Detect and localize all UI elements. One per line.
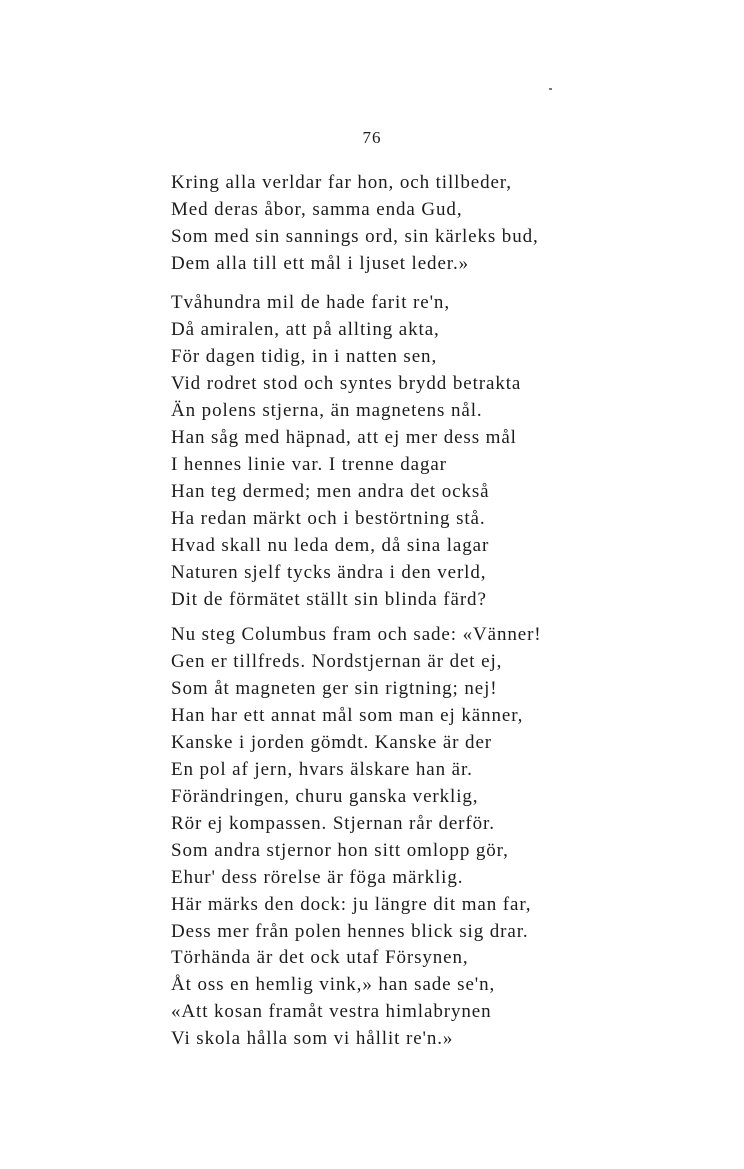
verse-line: Dem alla till ett mål i ljuset leder.» — [171, 253, 470, 274]
verse-line: Ha redan märkt och i bestörtning stå. — [171, 508, 486, 529]
stanza-1 — [171, 169, 591, 277]
verse-line: Här märks den dock: ju längre dit man far, — [171, 894, 532, 915]
verse-line: Kring alla verldar far hon, och tillbeder, — [171, 172, 512, 193]
verse-line: Kanske i jorden gömdt. Kanske är der — [171, 732, 493, 753]
stanza-4 — [171, 944, 591, 1052]
verse-line: Åt oss en hemlig vink,» han sade se'n, — [171, 974, 496, 995]
verse-line: Gen er tillfreds. Nordstjernan är det ej, — [171, 651, 503, 672]
verse-line: En pol af jern, hvars älskare han är. — [171, 759, 473, 780]
verse-line: Som andra stjernor hon sitt omlopp gör, — [171, 840, 509, 861]
verse-line: I hennes linie var. I trenne dagar — [171, 454, 447, 475]
verse-line: För dagen tidig, in i natten sen, — [171, 346, 438, 367]
verse-line: Naturen sjelf tycks ändra i den verld, — [171, 562, 487, 583]
verse-line: Hvad skall nu leda dem, då sina lagar — [171, 535, 490, 556]
verse-line: Han teg dermed; men andra det också — [171, 481, 490, 502]
verse-line: Vid rodret stod och syntes brydd betrakta — [171, 373, 522, 394]
verse-line: Med deras åbor, samma enda Gud, — [171, 199, 463, 220]
verse-line: Han såg med häpnad, att ej mer dess mål — [171, 427, 517, 448]
page-number: 76 — [362, 128, 382, 147]
verse-line: Nu steg Columbus fram och sade: «Vänner! — [171, 624, 542, 645]
verse-line: Dit de förmätet ställt sin blinda färd? — [171, 589, 487, 610]
verse-line: Han har ett annat mål som man ej känner, — [171, 705, 524, 726]
verse-line: Än polens stjerna, än magnetens nål. — [171, 400, 483, 421]
print-speck — [549, 88, 552, 90]
stanza-2 — [171, 289, 591, 613]
verse-line: «Att kosan framåt vestra himlabrynen — [171, 1001, 492, 1022]
verse-line: Ehur' dess rörelse är föga märklig. — [171, 867, 464, 888]
verse-line: Förändringen, churu ganska verklig, — [171, 786, 479, 807]
verse-line: Dess mer från polen hennes blick sig drar. — [171, 921, 529, 942]
verse-line: Tvåhundra mil de hade farit re'n, — [171, 292, 450, 313]
verse-line: Som med sin sannings ord, sin kärleks bud, — [171, 226, 539, 247]
verse-line: Rör ej kompassen. Stjernan rår derför. — [171, 813, 495, 834]
verse-line: Törhända är det ock utaf Försynen, — [171, 947, 469, 968]
verse-line: Som åt magneten ger sin rigtning; nej! — [171, 678, 498, 699]
verse-line: Vi skola hålla som vi hållit re'n.» — [171, 1028, 454, 1049]
verse-line: Då amiralen, att på allting akta, — [171, 319, 440, 340]
stanza-3 — [171, 621, 591, 945]
